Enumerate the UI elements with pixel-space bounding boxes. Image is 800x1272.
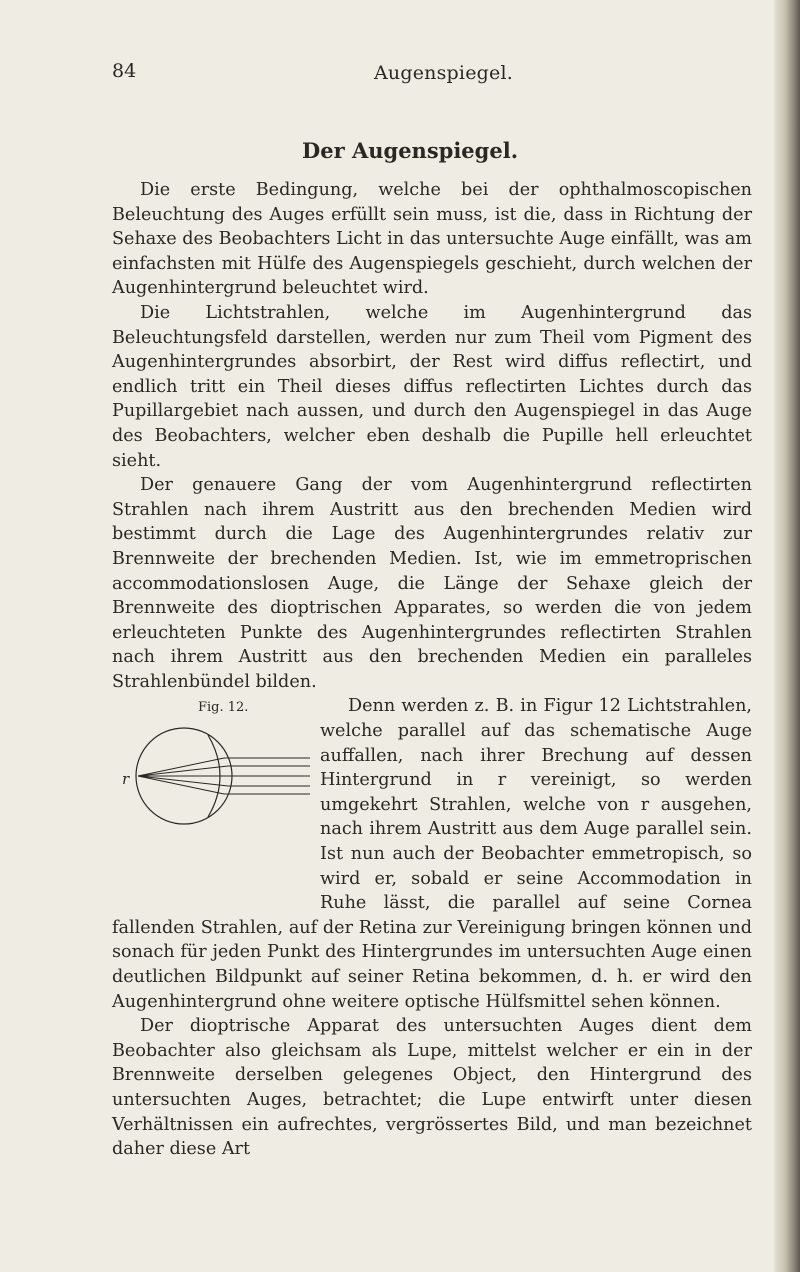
ray-line	[138, 776, 228, 786]
paragraph: Die erste Bedingung, welche bei der ophthalmoscopischen Beleuchtung des Auges erfüllt sein muss, ist die, dass in Richtung der Sehaxe des Beobachters Licht in das untersuchte Auge einfällt, was am einfachsten mit Hülfe des Augenspiegels geschieht, durch welchen der Augenhintergrund beleuchtet wird.	[112, 180, 752, 299]
figure-12	[112, 696, 310, 906]
running-head	[112, 60, 752, 90]
paragraph: Denn werden z. B. in Figur 12 Lichtstrahlen, welche parallel auf das schematische Auge auffallen, nach ihrer Brechung auf dessen Hintergrund in r vereinigt, so werden umgekehrt Strahlen, welche von r ausgehen, nach ihrem Austritt aus dem Auge parallel sein. Ist nun auch der Beobachter emmetropisch, so wird er, sobald er seine Accommodation in Ruhe lässt, die parallel auf seine Cornea fallenden Strahlen, auf der Retina zur Vereinigung bringen können und sonach für jeden Punkt des Hintergrundes im untersuchten Auge einen deutlichen Bildpunkt auf seiner Retina bekommen, d. h. er wird den Augenhintergrund ohne weitere optische Hülfsmittel sehen können.	[112, 696, 752, 1012]
point-label-r: r	[122, 770, 130, 789]
ray-line	[138, 766, 228, 776]
paragraph: Die Lichtstrahlen, welche im Augenhintergrund das Beleuchtungsfeld darstellen, werden nur zum Theil vom Pigment des Augenhintergrundes absorbirt, der Rest wird diffus reflectirt, und endlich tritt ein Theil dieses diffus reflectirten Lichtes durch das Pupillargebiet nach aussen, und durch den Augenspiegel in das Auge des Beobachters, welcher eben deshalb die Pupille hell erleuchtet sieht.	[112, 302, 752, 471]
ray-line	[138, 776, 224, 794]
schematic-eye-diagram	[112, 718, 310, 838]
ray-line	[138, 758, 224, 776]
running-title: Augenspiegel.	[374, 62, 513, 84]
figure-caption: Fig. 12.	[198, 700, 249, 716]
page-edge-shadow	[774, 0, 800, 1272]
body-text	[112, 178, 752, 1162]
paragraph: Der genauere Gang der vom Augenhintergrund reflectirten Strahlen nach ihrem Austritt aus den brechenden Medien wird bestimmt durch die Lage des Augenhintergrundes relativ zur Brennweite der brechenden Medien. Ist, wie im emmetroprischen accommodationslosen Auge, die Länge der Sehaxe gleich der Brennweite des dioptrischen Apparates, so werden die von jedem erleuchteten Punkte des Augenhintergrundes reflectirten Strahlen nach ihrem Austritt aus den brechenden Medien ein paralleles Strahlenbündel bilden.	[112, 475, 752, 692]
page-number: 84	[112, 60, 137, 82]
paragraph: Der dioptrische Apparat des untersuchten Auges dient dem Beobachter also gleichsam als Lupe, mittelst welcher er ein in der Brennweite derselben gelegenes Object, den Hintergrund des untersuchten Auges, betrachtet; die Lupe entwirft unter diesen Verhältnissen ein aufrechtes, vergrössertes Bild, und man bezeichnet daher diese Art	[112, 1016, 752, 1160]
section-title: Der Augenspiegel.	[302, 138, 518, 163]
